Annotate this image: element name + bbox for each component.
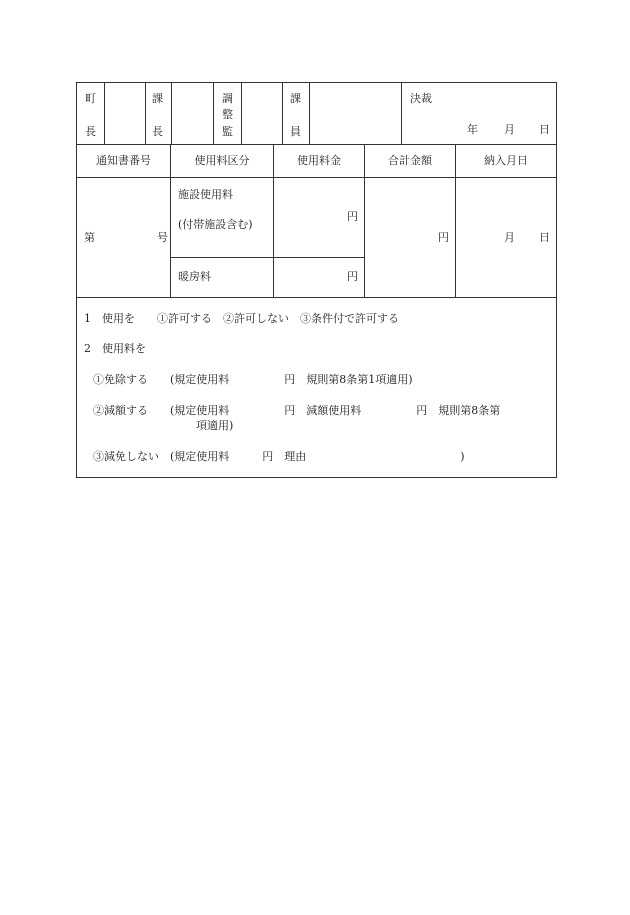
notice-number-suffix: 号 <box>157 231 168 244</box>
staff-label-top: 課 <box>290 92 301 105</box>
facility-fee-label: 施設使用料 <box>178 188 233 201</box>
decision-label: 決裁 <box>410 92 432 105</box>
coordinator-label-2: 整 <box>222 108 233 121</box>
divider <box>145 82 146 145</box>
no-reduction-option: ③減免しない (規定使用料 円 理由 ) <box>93 450 465 463</box>
staff-stamp-area[interactable] <box>310 83 400 144</box>
heating-fee-amount-field[interactable] <box>275 259 347 296</box>
notice-number-field[interactable] <box>98 228 154 248</box>
header-fee-category: 使用料区分 <box>194 154 250 167</box>
staff-label-bottom: 員 <box>290 125 301 138</box>
divider <box>282 82 283 145</box>
coordinator-stamp-area[interactable] <box>242 83 281 144</box>
decision-month-label: 月 <box>504 123 515 136</box>
header-divider <box>76 177 557 178</box>
header-payment-date: 納入月日 <box>484 154 528 167</box>
facility-fee-amount-field[interactable] <box>275 179 347 255</box>
coordinator-label-3: 監 <box>222 125 233 138</box>
row-divider <box>170 257 364 258</box>
coordinator-label-1: 調 <box>222 92 233 105</box>
total-amount-field[interactable] <box>366 179 438 296</box>
mayor-label-bottom: 長 <box>85 125 96 138</box>
section-chief-stamp-area[interactable] <box>172 83 212 144</box>
heating-fee-yen: 円 <box>347 270 358 283</box>
facility-fee-note: (付帯施設含む) <box>178 218 253 231</box>
divider <box>401 82 402 145</box>
payment-month-label: 月 <box>504 231 515 244</box>
section-chief-label-top: 課 <box>152 92 163 105</box>
mayor-stamp-area[interactable] <box>105 83 144 144</box>
decision-day-label: 日 <box>539 123 550 136</box>
divider <box>213 82 214 145</box>
usage-decision-line: 1 使用を ①許可する ②許可しない ③条件付で許可する <box>84 312 399 325</box>
header-notice-number: 通知書番号 <box>96 154 151 167</box>
fee-reduction-option: ②減額する (規定使用料 円 減額使用料 円 規則第8条第 <box>93 404 501 417</box>
mayor-label-top: 町 <box>85 92 96 105</box>
fee-exemption-option: ①免除する (規定使用料 円 規則第8条第1項適用) <box>93 373 413 386</box>
heating-fee-label: 暖房料 <box>178 270 211 283</box>
header-total-amount: 合計金額 <box>388 154 432 167</box>
decision-year-label: 年 <box>467 123 478 136</box>
facility-fee-yen: 円 <box>347 210 358 223</box>
fee-reduction-option-cont: 項適用) <box>196 419 234 432</box>
notice-number-prefix: 第 <box>84 231 95 244</box>
header-fee-amount: 使用料金 <box>297 154 341 167</box>
total-yen: 円 <box>438 231 449 244</box>
payment-day-label: 日 <box>539 231 550 244</box>
section-chief-label-bottom: 長 <box>152 125 163 138</box>
fee-decision-heading: 2 使用料を <box>84 342 146 355</box>
